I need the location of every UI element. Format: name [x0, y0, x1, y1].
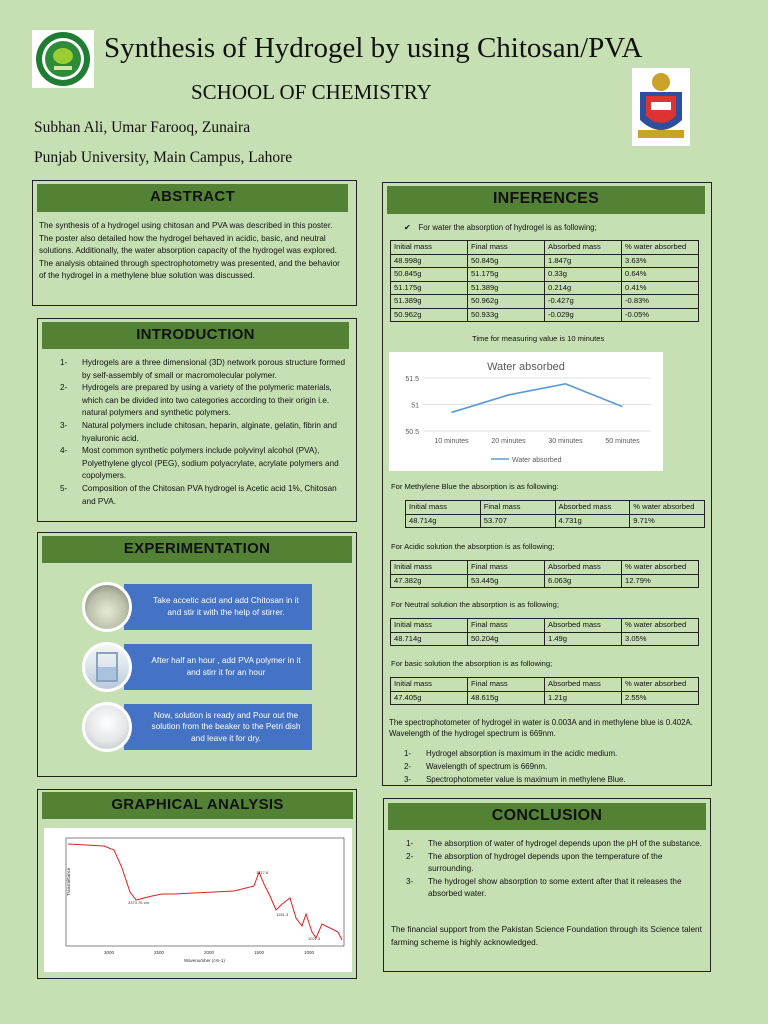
- beaker-stirring-photo-icon: [82, 582, 132, 632]
- inferences-heading: INFERENCES: [387, 186, 705, 214]
- table-header-cell: Initial mass: [391, 678, 468, 692]
- table-cell: 51.389g: [468, 281, 545, 295]
- introduction-text: Hydrogels are a three dimensional (3D) network porous structure formed by self-assembly of small or macromolecular polymer.: [82, 358, 346, 380]
- table-cell: -0.05%: [622, 308, 699, 322]
- conclusion-text: The absorption of hydrogel depends upon the temperature of the surrounding.: [428, 851, 663, 874]
- table-header-cell: Final mass: [468, 678, 545, 692]
- table-row: [391, 295, 699, 309]
- introduction-text: Hydrogels are prepared by using a variety of the polymeric materials, which can be divided into two categories according to their origin i.e. natural polymers and synthetic polymers.: [82, 383, 332, 418]
- table-header-cell: % water absorbed: [622, 241, 699, 255]
- inference-point-item: [404, 774, 704, 787]
- table-cell: 53.445g: [468, 574, 545, 588]
- table-cell: -0.83%: [622, 295, 699, 309]
- table-cell: 1.21g: [545, 691, 622, 705]
- introduction-item: [60, 483, 350, 508]
- table-cell: 47.405g: [391, 691, 468, 705]
- chart-legend-label: Water absorbed: [512, 457, 562, 464]
- introduction-item: [60, 357, 350, 382]
- acidic-table: [390, 560, 699, 588]
- introduction-text: Composition of the Chitosan PVA hydrogel is Acetic acid 1%, Chitosan and PVA.: [82, 483, 337, 506]
- ftir-tick-label: 3000: [104, 950, 115, 955]
- table-header-cell: % water absorbed: [622, 678, 699, 692]
- chart-y-tick-label: 51: [411, 402, 419, 410]
- table-header-cell: Final mass: [468, 241, 545, 255]
- school-name: SCHOOL OF CHEMISTRY: [191, 80, 432, 104]
- table-header-cell: Final mass: [468, 619, 545, 633]
- chart-title: Water absorbed: [487, 361, 565, 373]
- ftir-axis-label: Wavenumber (cm-1): [184, 958, 225, 963]
- experiment-step-1: [124, 584, 312, 630]
- table-header-cell: % water absorbed: [622, 619, 699, 633]
- conclusion-text: The absorption of water of hydrogel depends upon the pH of the substance.: [428, 839, 703, 848]
- inference-point-number: 2-: [404, 761, 412, 771]
- abstract-text: The synthesis of a hydrogel using chitosan and PVA was described in this poster. The poster also detailed how the hydrogel behaved in acidic, basic, and neutral solutions. Additionally, the water absorption capacity of the hydrogel was explored. The analysis obtained through spectrophotometry was presented, and the behavior of the hydrogel in a methylene blue solution was discussed.: [39, 221, 340, 281]
- table-cell: 48.998g: [391, 254, 468, 268]
- affiliation: Punjab University, Main Campus, Lahore: [34, 149, 293, 166]
- table-header-cell: Initial mass: [391, 561, 468, 575]
- chart-x-tick-label: 50 minutes: [605, 438, 640, 445]
- introduction-text: Natural polymers include chitosan, heparin, alginate, gelatin, fibrin and hyaluronic acid.: [82, 420, 337, 443]
- table-header-row: [391, 561, 699, 575]
- inference-points: [404, 748, 704, 786]
- table-cell: 3.63%: [622, 254, 699, 268]
- table-cell: 2.55%: [622, 691, 699, 705]
- table-row: [391, 632, 699, 646]
- chart-series-line: [452, 384, 623, 413]
- petri-dish-photo-icon: [82, 702, 132, 752]
- ftir-peak-label: 3373.76 cm: [128, 900, 149, 905]
- table-row: [391, 254, 699, 268]
- table-cell: 50.845g: [468, 254, 545, 268]
- table-header-row: [391, 678, 699, 692]
- table-cell: 0.64%: [622, 268, 699, 282]
- ftir-tick-label: 1500: [254, 950, 265, 955]
- table-cell: 50.962g: [391, 308, 468, 322]
- table-header-cell: Initial mass: [391, 241, 468, 255]
- authors: Subhan Ali, Umar Farooq, Zunaira: [34, 119, 251, 136]
- ftir-peak-label: 1021.5: [308, 936, 321, 941]
- spectro-text: The spectrophotometer of hydrogel in water is 0.003A and in methylene blue is 0.402A. Wavelength of the hydrogel spectrum is 669nm.: [389, 718, 693, 739]
- water-intro: [404, 223, 597, 232]
- beaker-photo-icon: [82, 642, 132, 692]
- table-cell: 0.33g: [545, 268, 622, 282]
- chart-x-tick-label: 30 minutes: [548, 438, 583, 445]
- green-circular-seal-logo-icon: [32, 30, 94, 88]
- conclusion-heading: CONCLUSION: [388, 803, 706, 830]
- table-header-cell: Initial mass: [391, 619, 468, 633]
- ftir-peak-label: 1717.8: [256, 870, 269, 875]
- table-cell: 0.41%: [622, 281, 699, 295]
- table-header-cell: Final mass: [468, 561, 545, 575]
- experiment-step-3-text: Now, solution is ready and Pour out the solution from the beaker to the Petri dish and leave it for dry.: [151, 709, 301, 743]
- table-row: [391, 281, 699, 295]
- table-cell: 51.175g: [391, 281, 468, 295]
- inference-point-text: Spectrophotometer value is maximum in methylene Blue.: [426, 774, 626, 784]
- table-cell: 50.845g: [391, 268, 468, 282]
- acid-intro: For Acidic solution the absorption is as following;: [391, 542, 555, 551]
- experiment-step-2: [124, 644, 312, 690]
- table-header-row: [391, 619, 699, 633]
- inference-point-item: [404, 761, 704, 774]
- table-cell: 12.79%: [622, 574, 699, 588]
- table-cell: 50.962g: [468, 295, 545, 309]
- table-header-row: [391, 241, 699, 255]
- table-cell: 53.707: [480, 514, 555, 528]
- table-cell: 48.615g: [468, 691, 545, 705]
- right-logo: [632, 68, 690, 146]
- ftir-spectrum-icon: [44, 828, 352, 972]
- introduction-text: Most common synthetic polymers include polyvinyl alcohol (PVA), Polyethylene glycol (PEG), sodium polyacrylate, acrylate polymers and copolymers.: [82, 446, 339, 481]
- table-header-cell: % water absorbed: [630, 501, 705, 515]
- table-cell: 51.389g: [391, 295, 468, 309]
- inference-point-text: Wavelength of spectrum is 669nm.: [426, 761, 548, 771]
- mb-intro: For Methylene Blue the absorption is as following:: [391, 482, 559, 491]
- table-cell: 47.382g: [391, 574, 468, 588]
- conclusion-number: 2-: [406, 851, 414, 861]
- water-absorbed-chart: [389, 352, 663, 471]
- conclusion-list: [406, 838, 702, 901]
- abstract-heading: ABSTRACT: [37, 184, 348, 212]
- introduction-list: [60, 357, 350, 508]
- chart-y-tick-label: 51.5: [405, 376, 419, 383]
- experiment-step-2-text: After half an hour , add PVA polymer in it and stirr it for an hour: [151, 655, 301, 677]
- table-cell: 1.847g: [545, 254, 622, 268]
- conclusion-number: 1-: [406, 839, 414, 848]
- water-absorption-table: [390, 240, 699, 322]
- introduction-number: 4-: [60, 446, 68, 456]
- conclusion-text: The hydrogel show absorption to some extent after that it releases the absorbed water.: [428, 876, 682, 899]
- ftir-spectrum-image: [44, 828, 352, 972]
- table-header-cell: % water absorbed: [622, 561, 699, 575]
- table-cell: 4.731g: [555, 514, 630, 528]
- table-cell: 51.175g: [468, 268, 545, 282]
- methylene-blue-table: [405, 500, 705, 528]
- table-header-row: [406, 501, 705, 515]
- basic-table: [390, 677, 699, 705]
- line-chart-svg: [389, 352, 663, 471]
- table-row: [391, 308, 699, 322]
- table-cell: 50.933g: [468, 308, 545, 322]
- neutral-intro: For Neutral solution the absorption is as following;: [391, 600, 559, 609]
- introduction-number: 5-: [60, 483, 68, 493]
- acknowledgement: The financial support from the Pakistan Science Foundation through its Science talent farming scheme is highly acknowledged.: [391, 925, 702, 947]
- graphical-analysis-heading: GRAPHICAL ANALYSIS: [42, 792, 353, 819]
- table-cell: -0.029g: [545, 308, 622, 322]
- introduction-number: 1-: [60, 358, 68, 367]
- chart-x-tick-label: 20 minutes: [491, 438, 526, 445]
- university-crest-logo-icon: [632, 68, 690, 146]
- ftir-tick-label: 1000: [304, 950, 315, 955]
- experimentation-heading: EXPERIMENTATION: [42, 536, 352, 563]
- table-cell: 1.49g: [545, 632, 622, 646]
- table-header-cell: Absorbed mass: [545, 241, 622, 255]
- ftir-peak-label: 1251.3: [276, 912, 289, 917]
- introduction-number: 2-: [60, 383, 68, 393]
- conclusion-number: 3-: [406, 876, 414, 886]
- introduction-item: [60, 420, 350, 445]
- poster-title: Synthesis of Hydrogel by using Chitosan/PVA: [104, 32, 643, 64]
- table-header-cell: Absorbed mass: [555, 501, 630, 515]
- inference-point-number: 1-: [404, 749, 412, 758]
- table-header-cell: Absorbed mass: [545, 619, 622, 633]
- table-header-cell: Absorbed mass: [545, 561, 622, 575]
- inference-point-text: Hydrogel absorption is maximum in the acidic medium.: [426, 749, 618, 758]
- basic-intro: For basic solution the absorption is as following;: [391, 659, 553, 668]
- table-cell: -0.427g: [545, 295, 622, 309]
- introduction-number: 3-: [60, 420, 68, 430]
- inference-point-number: 3-: [404, 774, 412, 784]
- table-cell: 6.063g: [545, 574, 622, 588]
- table-header-cell: Absorbed mass: [545, 678, 622, 692]
- conclusion-item: [406, 838, 702, 851]
- ftir-axis-label: Transmittance: [66, 867, 71, 896]
- table-row: [406, 514, 705, 528]
- chart-x-tick-label: 10 minutes: [434, 438, 469, 445]
- ftir-tick-label: 2000: [204, 950, 215, 955]
- experiment-step-3: [124, 704, 312, 750]
- table-cell: 0.214g: [545, 281, 622, 295]
- left-logo: [32, 30, 94, 88]
- experiment-step-1-text: Take accetic acid and add Chitosan in it and stir it with the help of stirrer.: [153, 595, 299, 617]
- table-header-cell: Initial mass: [406, 501, 481, 515]
- time-note: Time for measuring value is 10 minutes: [472, 334, 605, 343]
- introduction-item: [60, 445, 350, 483]
- ftir-tick-label: 2500: [154, 950, 165, 955]
- conclusion-item: [406, 851, 702, 876]
- table-row: [391, 691, 699, 705]
- table-cell: 48.714g: [406, 514, 481, 528]
- table-row: [391, 574, 699, 588]
- introduction-item: [60, 382, 350, 420]
- inference-point-item: [404, 748, 704, 761]
- table-row: [391, 268, 699, 282]
- water-intro-text: For water the absorption of hydrogel is as following;: [418, 223, 597, 232]
- table-header-cell: Final mass: [480, 501, 555, 515]
- conclusion-item: [406, 876, 702, 901]
- neutral-table: [390, 618, 699, 646]
- chart-y-tick-label: 50.5: [405, 429, 419, 436]
- table-cell: 9.71%: [630, 514, 705, 528]
- table-cell: 50.204g: [468, 632, 545, 646]
- beaker-icon: [85, 645, 129, 689]
- table-cell: 3.05%: [622, 632, 699, 646]
- checkmark-icon: ✔: [404, 223, 411, 232]
- table-cell: 48.714g: [391, 632, 468, 646]
- introduction-heading: INTRODUCTION: [42, 322, 349, 349]
